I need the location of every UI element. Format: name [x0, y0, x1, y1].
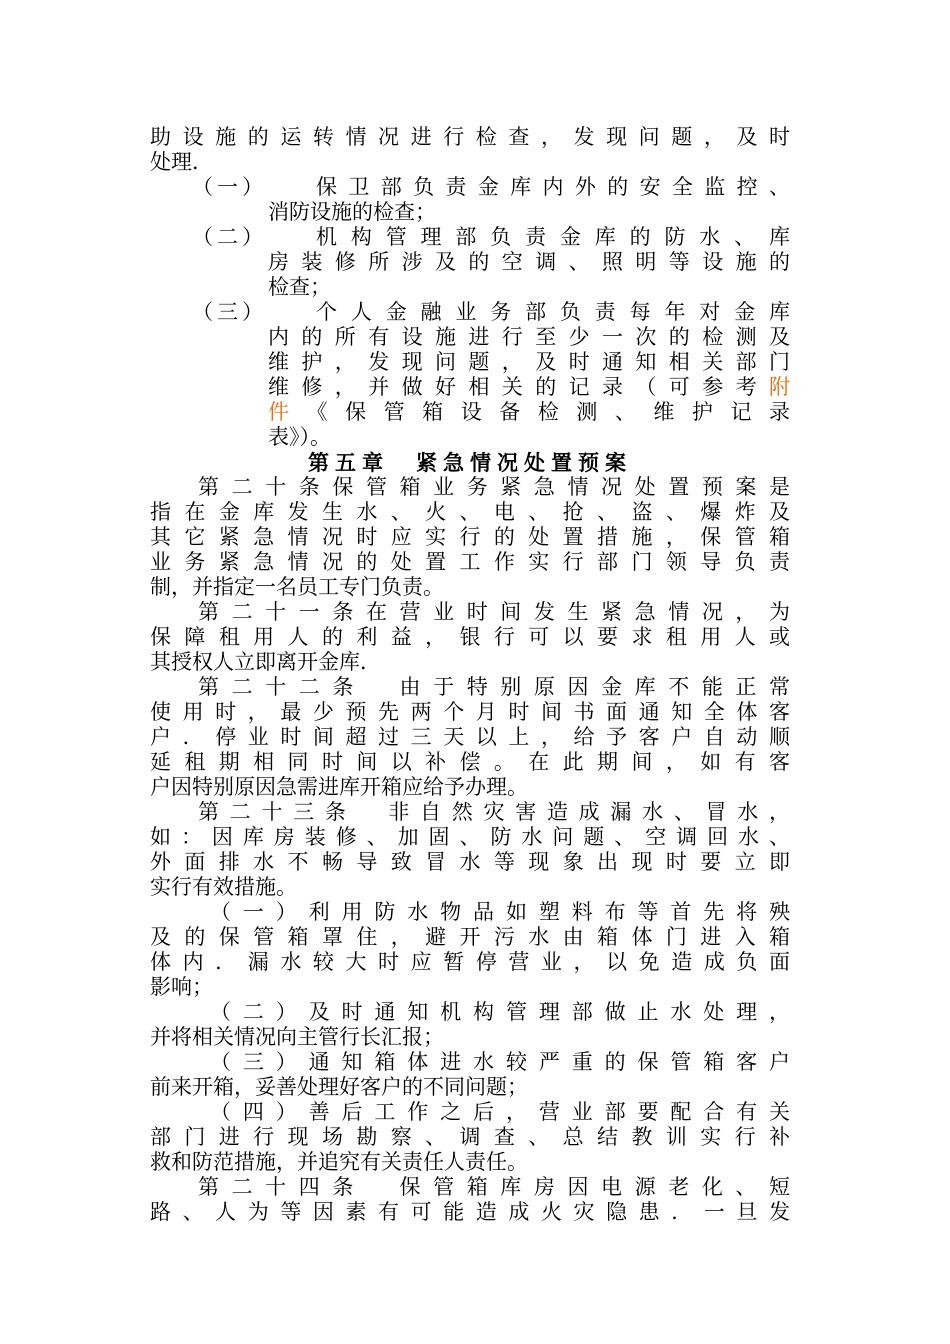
text-line: 处理．	[150, 150, 213, 174]
item-marker: （三）	[192, 300, 267, 324]
text-line: 指在金库发生水、火、电、抢、盗、爆炸及	[150, 500, 790, 524]
text-line: 表》）。	[268, 425, 331, 449]
text-line: 第二十三条 非自然灾害造成漏水、冒水，	[198, 800, 790, 824]
text-line: 制，并指定一名员工专门负责。	[150, 575, 444, 599]
text-line: （四）善后工作之后，营业部要配合有关	[210, 1100, 790, 1124]
text-line: 前来开箱，妥善处理好客户的不同问题；	[150, 1075, 528, 1099]
text-line: 机构管理部负责金库的防水、库	[316, 225, 790, 249]
text-line: 路、人为等因素有可能造成火灾隐患．一旦发	[150, 1200, 790, 1224]
text-line: 个人金融业务部负责每年对金库	[316, 300, 790, 324]
text-line: 业务紧急情况的处置工作实行部门领导负责	[150, 550, 790, 574]
text-line: 内的所有设施进行至少一次的检测及	[268, 325, 790, 349]
text-line: 第二十二条 由于特别原因金库不能正常	[198, 675, 790, 699]
text-line: 第二十条保管箱业务紧急情况处置预案是	[198, 475, 790, 499]
item-marker: （一）	[192, 175, 267, 199]
text-line: 影响；	[150, 975, 213, 999]
text-line: 延租期相同时间以补偿。在此期间，如有客	[150, 750, 790, 774]
text-line: （三）通知箱体进水较严重的保管箱客户	[210, 1050, 790, 1074]
text-line: 消防设施的检查；	[268, 200, 436, 224]
appendix-link[interactable]: 件	[268, 400, 307, 424]
text-segment: 维修，并做好相关的记录（可参考	[268, 375, 769, 399]
text-line: 其它紧急情况时应实行的处置措施，保管箱	[150, 525, 790, 549]
text-line: 实行有效措施。	[150, 875, 297, 899]
text-line: 使用时，最少预先两个月时间书面通知全体客	[150, 700, 790, 724]
text-line: 如：因库房装修、加固、防水问题、空调回水、	[150, 825, 790, 849]
text-line: 户．停业时间超过三天以上，给予客户自动顺	[150, 725, 790, 749]
text-line: 助设施的运转情况进行检查，发现问题，及时	[150, 125, 790, 149]
text-line: 检查；	[268, 275, 331, 299]
text-line: 并将相关情况向主管行长汇报；	[150, 1025, 444, 1049]
text-line: 户因特别原因急需进库开箱应给予办理。	[150, 775, 528, 799]
text-line	[268, 375, 790, 400]
text-line: 救和防范措施，并追究有关责任人责任。	[150, 1150, 528, 1174]
chapter-heading: 第五章 紧急情况处置预案	[308, 450, 632, 475]
text-line: 保障租用人的利益，银行可以要求租用人或	[150, 625, 790, 649]
text-line	[268, 400, 790, 425]
text-segment: 《保管箱设备检测、维护记录	[306, 400, 790, 424]
appendix-link[interactable]: 附	[769, 375, 790, 399]
text-line: 第二十一条在营业时间发生紧急情况，为	[198, 600, 790, 624]
text-line: 维护，发现问题，及时通知相关部门	[268, 350, 790, 374]
text-line: 及的保管箱罩住，避开污水由箱体门进入箱	[150, 925, 790, 949]
text-line: 部门进行现场勘察、调查、总结教训实行补	[150, 1125, 790, 1149]
text-line: 体内．漏水较大时应暂停营业，以免造成负面	[150, 950, 790, 974]
text-line: 其授权人立即离开金库．	[150, 650, 381, 674]
item-marker: （二）	[192, 225, 267, 249]
text-line: （一）利用防水物品如塑料布等首先将殃	[210, 900, 790, 924]
text-line: 房装修所涉及的空调、照明等设施的	[268, 250, 790, 274]
text-line: （二）及时通知机构管理部做止水处理，	[210, 1000, 790, 1024]
text-line: 保卫部负责金库内外的安全监控、	[316, 175, 790, 199]
text-line: 第二十四条 保管箱库房因电源老化、短	[198, 1175, 790, 1199]
text-line: 外面排水不畅导致冒水等现象出现时要立即	[150, 850, 790, 874]
